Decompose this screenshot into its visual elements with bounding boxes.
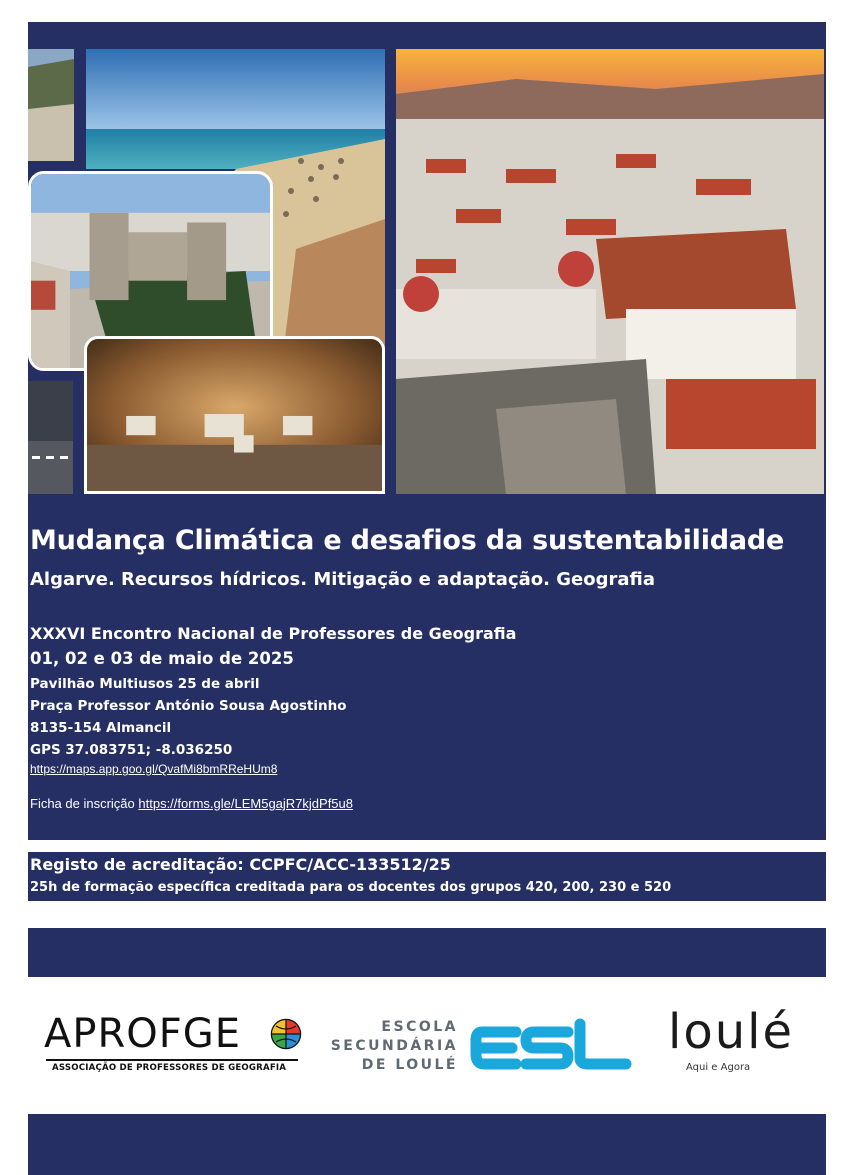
coast-photo-strip (28, 49, 74, 161)
venue-gps: GPS 37.083751; -8.036250 (30, 742, 233, 758)
event-name: XXXVI Encontro Nacional de Professores de Geografia (30, 624, 517, 643)
accreditation-title: Registo de acreditação: CCPFC/ACC-133512/25 (30, 855, 451, 874)
loule-slogan: Aqui e Agora (686, 1062, 751, 1073)
esl-line-2: SECUNDÁRIA (330, 1038, 458, 1054)
aprofgeo-wordmark: APROFGE (44, 1011, 242, 1057)
loule-logo (668, 1002, 803, 1082)
esl-mark-icon (468, 1018, 634, 1074)
esl-logo (326, 1016, 636, 1076)
registration-form-link[interactable]: https://forms.gle/LEM5gajR7kjdPf5u8 (138, 796, 353, 811)
venue-postal: 8135-154 Almancil (30, 720, 172, 736)
maps-link[interactable]: https://maps.app.goo.gl/QvafMi8bmRReHUm8 (30, 762, 278, 776)
street-photo-strip (28, 381, 73, 494)
town-aerial-photo (396, 49, 824, 494)
venue-street: Praça Professor António Sousa Agostinho (30, 698, 347, 714)
registration-label: Ficha de inscrição (30, 796, 139, 811)
poster-subtitle: Algarve. Recursos hídricos. Mitigação e adaptação. Geografia (30, 569, 655, 590)
esl-line-1: ESCOLA (381, 1019, 458, 1035)
decorative-band (28, 928, 826, 977)
esl-school-name (331, 1018, 458, 1075)
aprofgeo-underline (46, 1059, 298, 1061)
poster-title: Mudança Climática e desafios da sustentabilidade (30, 525, 785, 556)
footer-band (28, 1114, 826, 1175)
loule-wordmark: loulé (668, 1004, 794, 1060)
esl-line-3: DE LOULÉ (361, 1057, 458, 1073)
museum-cave-photo (84, 336, 385, 494)
aprofgeo-subtitle: ASSOCIAÇÃO DE PROFESSORES DE GEOGRAFIA (52, 1063, 287, 1073)
aprofgeo-logo (44, 1011, 302, 1076)
globe-icon (270, 1018, 302, 1050)
venue-name: Pavilhão Multiusos 25 de abril (30, 676, 260, 692)
registration-line (30, 796, 353, 811)
accreditation-note: 25h de formação específica creditada para os docentes dos grupos 420, 200, 230 e 520 (30, 880, 672, 895)
event-dates: 01, 02 e 03 de maio de 2025 (30, 649, 294, 668)
